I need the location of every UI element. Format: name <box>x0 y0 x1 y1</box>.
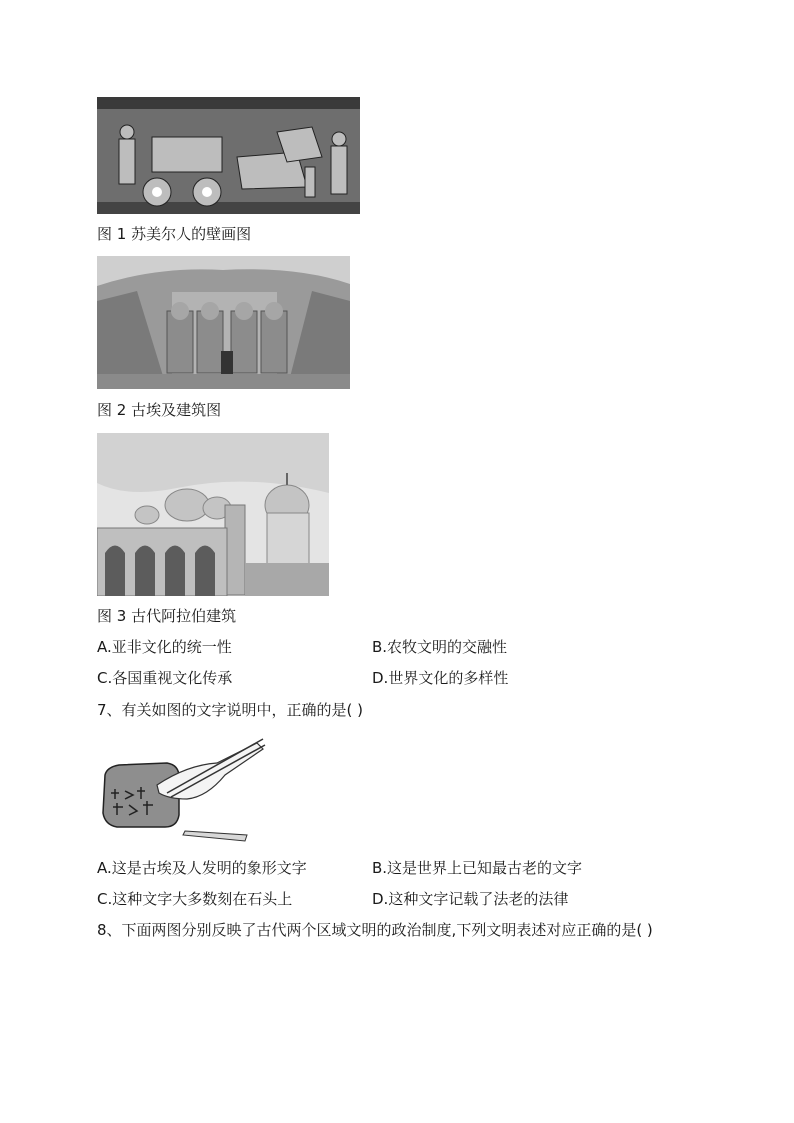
figure-2-caption: 图 2 古埃及建筑图 <box>97 401 222 419</box>
q8-stem: 8、下面两图分别反映了古代两个区域文明的政治制度,下列文明表述对应正确的是( ) <box>97 921 653 939</box>
q6-option-b[interactable]: B.农牧文明的交融性 <box>372 638 508 656</box>
q6-option-c[interactable]: C.各国重视文化传承 <box>97 669 233 687</box>
sumerian-mural-image <box>97 97 360 214</box>
q6-option-a[interactable]: A.亚非文化的统一性 <box>97 638 232 656</box>
q7-stem: 7、有关如图的文字说明中，正确的是( ) <box>97 701 364 719</box>
egyptian-temple-image <box>97 256 350 389</box>
figure-3-caption: 图 3 古代阿拉伯建筑 <box>97 607 237 625</box>
q7-option-a[interactable]: A.这是古埃及人发明的象形文字 <box>97 859 307 877</box>
arab-architecture-image <box>97 433 329 596</box>
q6-option-d[interactable]: D.世界文化的多样性 <box>372 669 509 687</box>
cuneiform-tablet-image <box>97 735 267 847</box>
q7-option-d[interactable]: D.这种文字记载了法老的法律 <box>372 890 569 908</box>
q7-option-c[interactable]: C.这种文字大多数刻在石头上 <box>97 890 293 908</box>
q7-option-b[interactable]: B.这是世界上已知最古老的文字 <box>372 859 583 877</box>
figure-1-caption: 图 1 苏美尔人的壁画图 <box>97 225 252 243</box>
